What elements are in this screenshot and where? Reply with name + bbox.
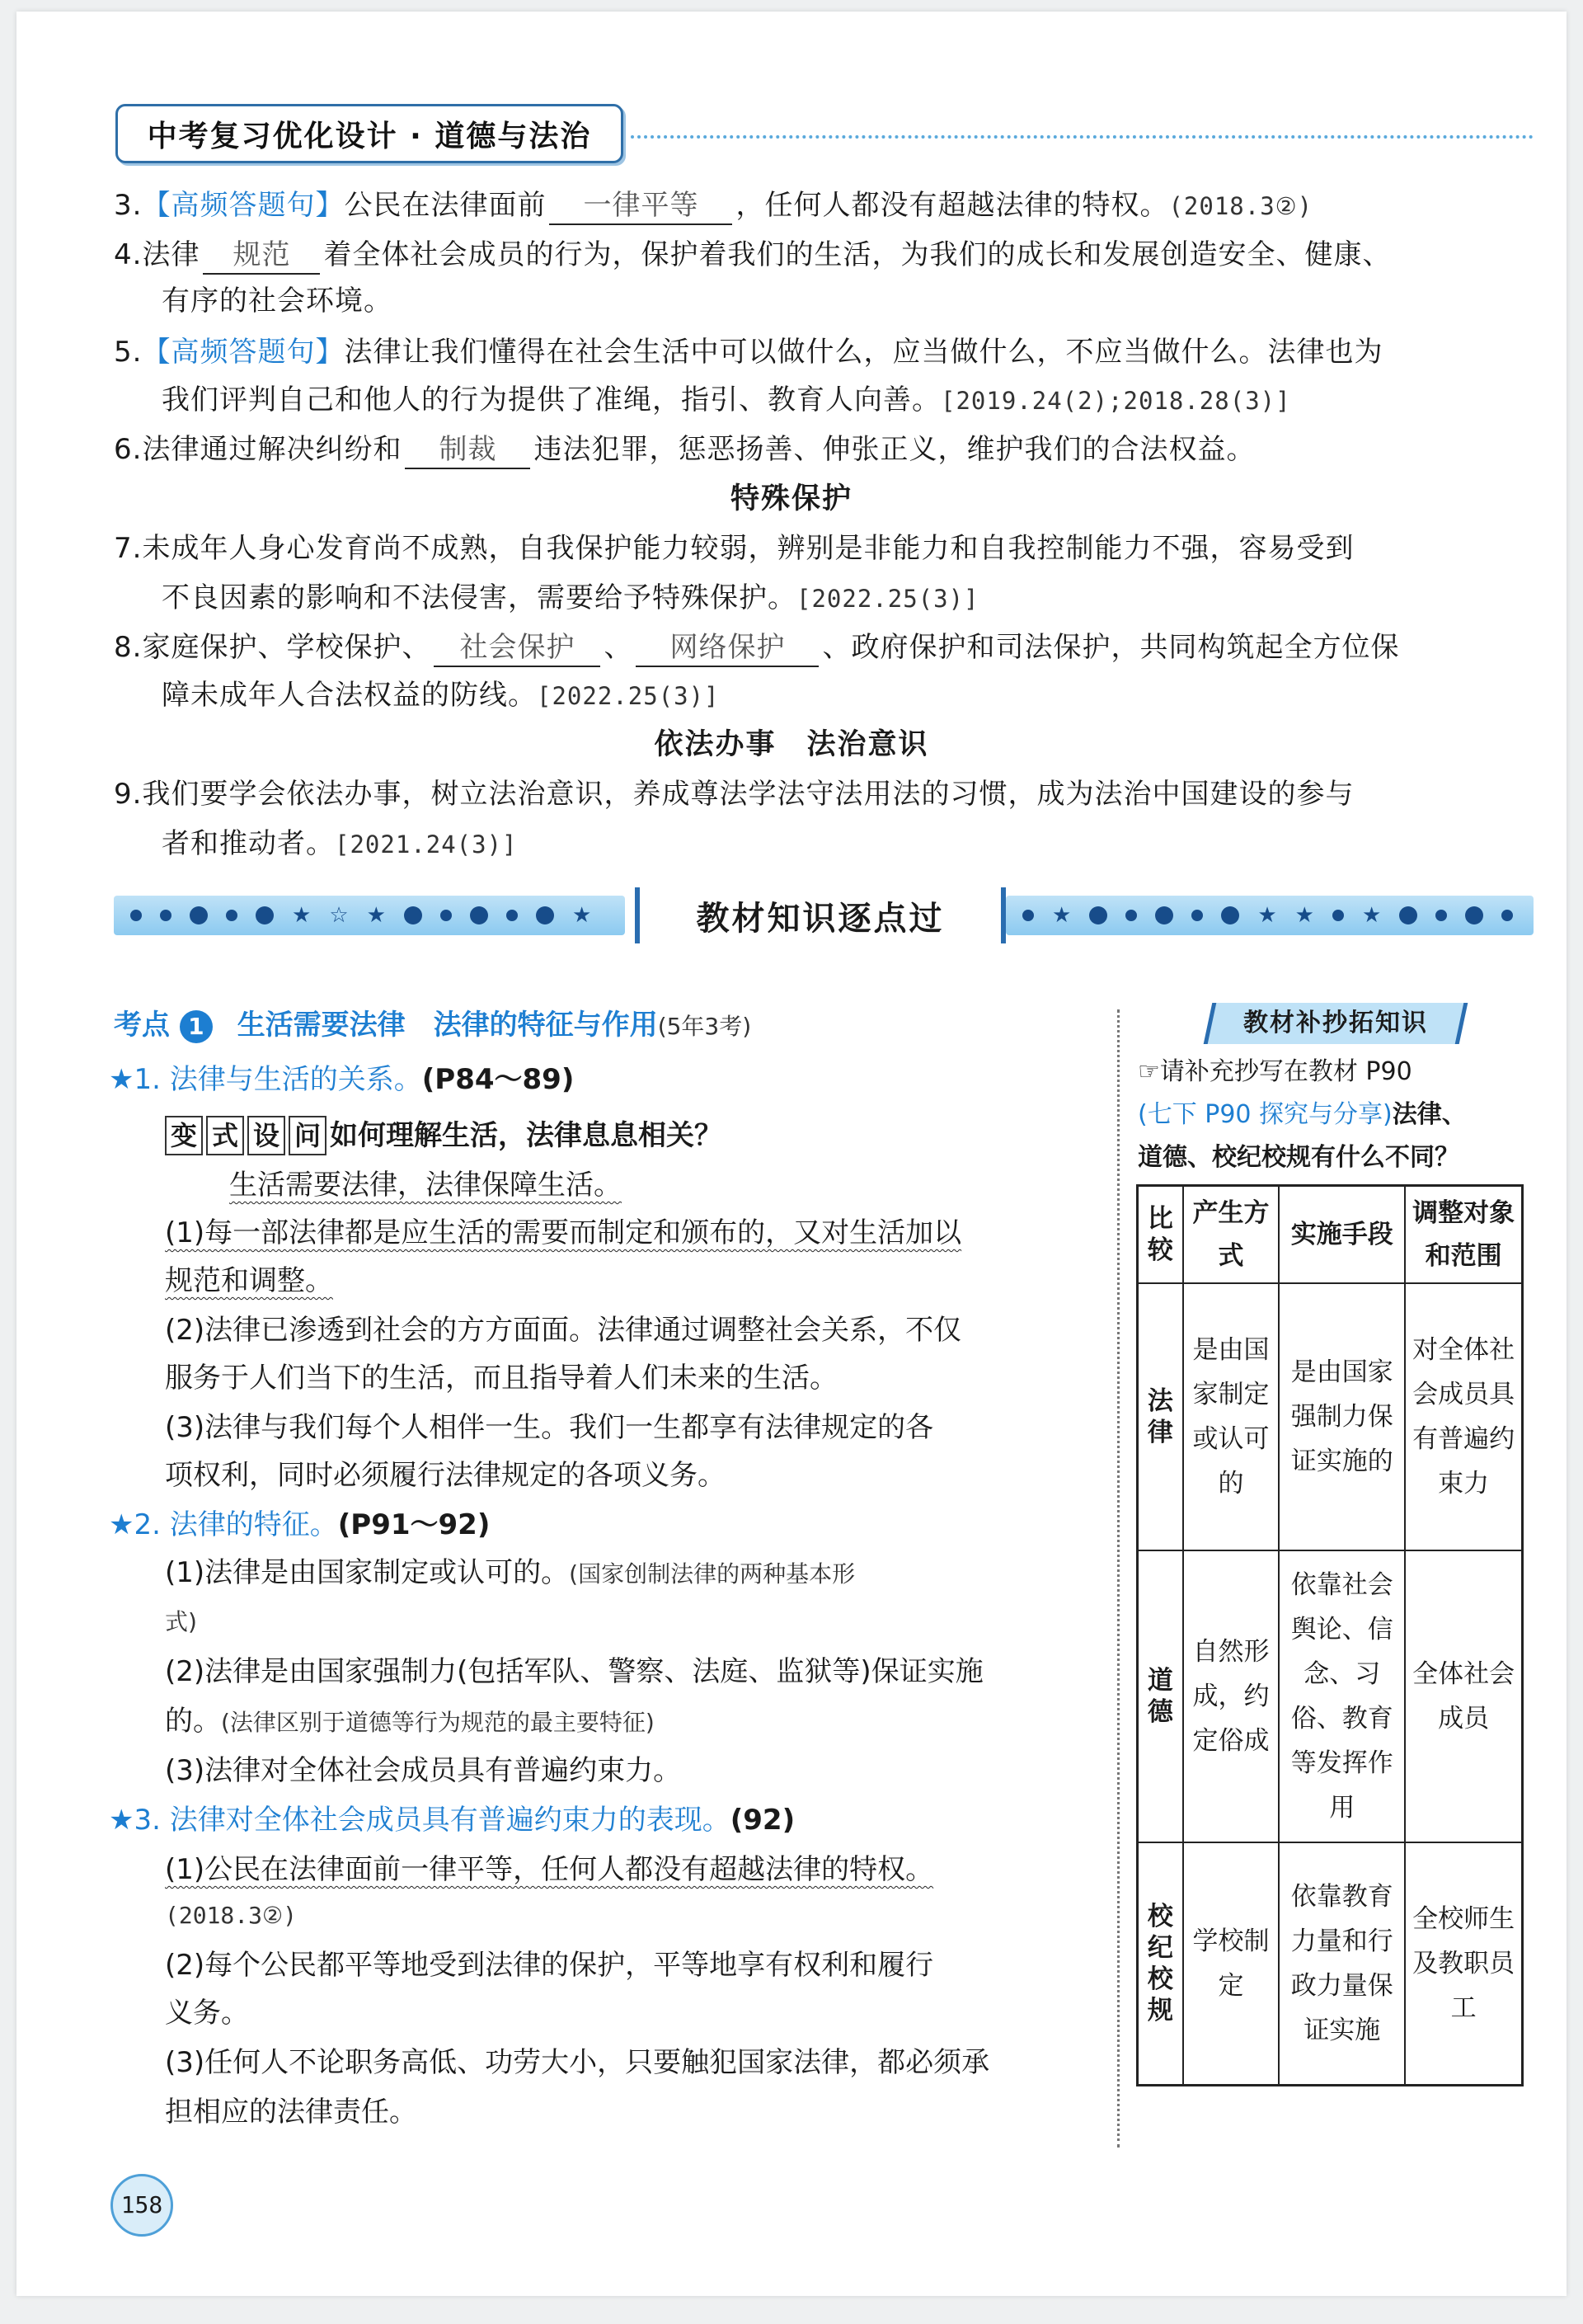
point-2-line: 式) xyxy=(165,1608,197,1635)
header-dotted-rule xyxy=(631,135,1534,139)
item-8: 8.家庭保护、学校保护、 社会保护 、 网络保护 、政府保护和司法保护，共同构筑起全方位保 xyxy=(114,623,1399,671)
table-row xyxy=(1138,1842,1523,2086)
item-4-cont: 有序的社会环境。 xyxy=(162,285,392,318)
table-cell: 自然形成，约定俗成 xyxy=(1183,1550,1279,1842)
table-header-cell: 调整对象和范围 xyxy=(1405,1186,1522,1284)
banner-dots-left: ★ ☆ ★ ★ xyxy=(114,899,591,932)
point-1-line: 规范和调整。 xyxy=(165,1264,333,1297)
table-row-label: 法律 xyxy=(1138,1283,1183,1550)
section-heading-special-protection: 特殊保护 xyxy=(730,482,853,515)
banner-dots-right: ★ ★ ★ ★ xyxy=(1006,899,1513,932)
point-3-line: 义务。 xyxy=(165,1997,249,2030)
point-2-heading: ★2. 法律的特征。(P91～92) xyxy=(109,1508,491,1541)
kaodian-heading: 考点 1 生活需要法律 法律的特征与作用(5年3考) xyxy=(114,1009,752,1042)
item-9: 9.我们要学会依法办事，树立法治意识，养成尊法学法守法用法的习惯，成为法治中国建设的参与 xyxy=(114,778,1355,811)
blank-fill: 网络保护 xyxy=(636,629,819,667)
item-8-cont: 障未成年人合法权益的防线。[2022.25(3)] xyxy=(162,679,720,712)
section-banner xyxy=(114,887,1534,943)
table-cell: 依靠教育力量和行政力量保证实施 xyxy=(1279,1842,1405,2086)
table-header-cell: 实施手段 xyxy=(1279,1186,1405,1284)
supplement-note: (七下 P90 探究与分享)法律、 xyxy=(1138,1100,1467,1129)
point-2-line: (3)法律对全体社会成员具有普遍约束力。 xyxy=(165,1754,682,1787)
table-cell: 全体社会成员 xyxy=(1405,1550,1522,1842)
point-3-line: (3)任何人不论职务高低、功劳大小，只要触犯国家法律，都必须承 xyxy=(165,2046,990,2079)
banner-title: 教材知识逐点过 xyxy=(635,887,1006,943)
point-3-line: (2)每个公民都平等地受到法律的保护，平等地享有权利和履行 xyxy=(165,1949,934,1982)
page-number: 158 xyxy=(110,2174,173,2237)
point-1-line: 项权利，同时必须履行法律规定的各项义务。 xyxy=(165,1459,726,1492)
table-row-label: 校纪校规 xyxy=(1138,1842,1183,2086)
item-9-cont: 者和推动者。[2021.24(3)] xyxy=(162,827,518,860)
table-row-label: 道德 xyxy=(1138,1550,1183,1842)
high-frequency-tag: 【高频答题句】 xyxy=(142,189,345,222)
blank-fill: 社会保护 xyxy=(434,629,600,667)
table-header-cell: 产生方式 xyxy=(1183,1186,1279,1284)
point-3-line: 担相应的法律责任。 xyxy=(165,2096,417,2129)
point-2-line: (1)法律是由国家制定或认可的。(国家创制法律的两种基本形 xyxy=(165,1556,856,1589)
table-row xyxy=(1138,1550,1523,1842)
item-3: 3.【高频答题句】公民在法律面前 一律平等 ，任何人都没有超越法律的特权。(2018.3②) xyxy=(114,181,1313,230)
point-1-line: (3)法律与我们每个人相伴一生。我们一生都享有法律规定的各 xyxy=(165,1411,934,1444)
star-icon: ★ xyxy=(109,1508,134,1541)
section-heading-rule-of-law: 依法办事 法治意识 xyxy=(654,728,929,761)
table-cell: 全校师生及教职员工 xyxy=(1405,1842,1522,2086)
comparison-table xyxy=(1136,1184,1524,2086)
table-cell: 依靠社会舆论、信念、习俗、教育等发挥作用 xyxy=(1279,1550,1405,1842)
point-1-line: (2)法律已渗透到社会的方方面面。法律通过调整社会关系，不仅 xyxy=(165,1314,962,1347)
supplement-note: ☞请补充抄写在教材 P90 xyxy=(1138,1057,1412,1086)
item-6: 6.法律通过解决纠纷和 制裁 违法犯罪，惩恶扬善、伸张正义，维护我们的合法权益。 xyxy=(114,426,1255,473)
point-2-line: (2)法律是由国家强制力(包括军队、警察、法庭、监狱等)保证实施 xyxy=(165,1655,984,1688)
point-1-line: 服务于人们当下的生活，而且指导着人们未来的生活。 xyxy=(165,1362,838,1395)
page xyxy=(16,12,1567,2296)
point-2-line: 的。(法律区别于道德等行为规范的最主要特征) xyxy=(165,1705,655,1738)
table-header-row xyxy=(1138,1186,1523,1284)
star-icon: ★ xyxy=(109,1063,134,1096)
star-icon: ★ xyxy=(109,1804,134,1837)
item-7-cont: 不良因素的影响和不法侵害，需要给予特殊保护。[2022.25(3)] xyxy=(162,581,979,614)
table-cell: 是由国家制定或认可的 xyxy=(1183,1283,1279,1550)
point-1-heading: ★1. 法律与生活的关系。(P84～89) xyxy=(109,1063,575,1096)
item-5-cont: 我们评判自己和他人的行为提供了准绳，指引、教育人向善。[2019.24(2);2018.28(3)] xyxy=(162,383,1291,416)
point-3-heading: ★3. 法律对全体社会成员具有普遍约束力的表现。(92) xyxy=(109,1804,796,1837)
blank-fill: 制裁 xyxy=(405,431,530,469)
point-3-ref: (2018.3②) xyxy=(165,1902,297,1929)
table-cell: 是由国家强制力保证实施的 xyxy=(1279,1283,1405,1550)
book-header-title: 中考复习优化设计 · 道德与法治 xyxy=(115,104,623,163)
item-4: 4.法律 规范 着全体社会成员的行为，保护着我们的生活，为我们的成长和发展创造安全、健康、 xyxy=(114,231,1391,279)
blank-fill: 一律平等 xyxy=(549,187,732,225)
item-7: 7.未成年人身心发育尚不成熟，自我保护能力较弱，辨别是非能力和自我控制能力不强，容易受到 xyxy=(114,532,1355,565)
supplement-question: 道德、校纪校规有什么不同？ xyxy=(1138,1143,1459,1172)
table-header-cell: 比较 xyxy=(1138,1186,1183,1284)
item-5: 5.【高频答题句】法律让我们懂得在社会生活中可以做什么，应当做什么，不应当做什么。法律也为 xyxy=(114,336,1383,369)
point-3-line: (1)公民在法律面前一律平等，任何人都没有超越法律的特权。 xyxy=(165,1853,934,1886)
kaodian-number-badge: 1 xyxy=(180,1010,213,1043)
blank-fill: 规范 xyxy=(203,237,320,275)
table-cell: 对全体社会成员具有普遍约束力 xyxy=(1405,1283,1522,1550)
supplement-panel-title: 教材补抄拓知识 xyxy=(1204,1003,1468,1044)
table-row xyxy=(1138,1283,1523,1550)
point-1-line: (1)每一部法律都是应生活的需要而制定和颁布的，又对生活加以 xyxy=(165,1216,962,1249)
column-divider xyxy=(1117,1009,1120,2148)
variant-question: 变 式 设 问 如何理解生活，法律息息相关？ xyxy=(165,1112,722,1160)
point-1-answer: 生活需要法律，法律保障生活。 xyxy=(229,1169,622,1202)
high-frequency-tag: 【高频答题句】 xyxy=(142,336,345,369)
table-cell: 学校制定 xyxy=(1183,1842,1279,2086)
